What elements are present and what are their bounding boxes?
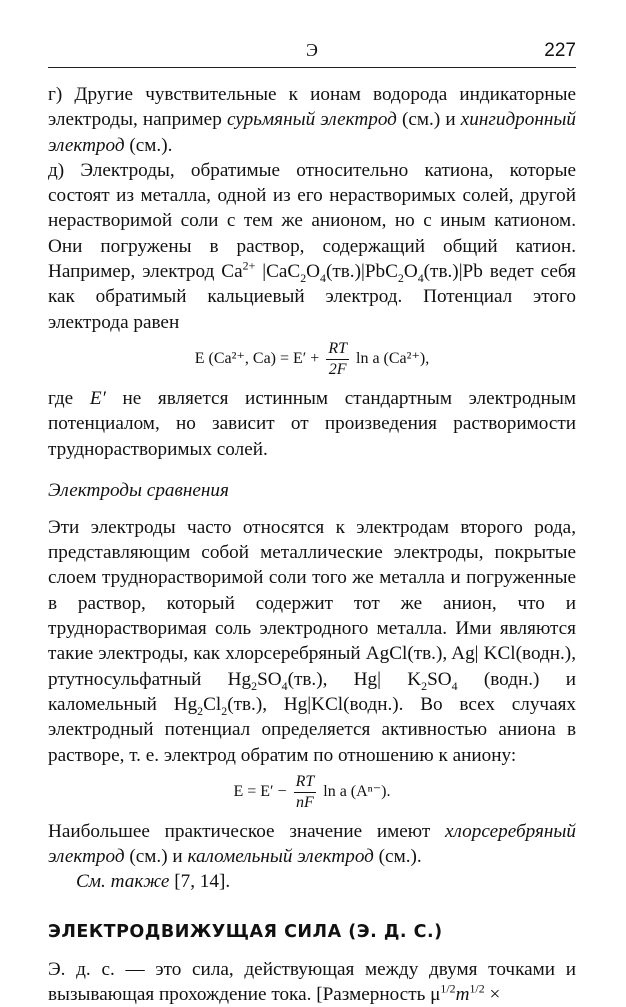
- text-run: Cl: [203, 693, 222, 715]
- text-run: Э. д. с. — это сила, действующая между двумя точками и вызывающая прохождение тока. [Размерность μ: [48, 958, 576, 1006]
- paragraph-emf-definition: [48, 957, 576, 1007]
- subscript: 4: [417, 270, 424, 285]
- superscript: 1/2: [469, 981, 485, 996]
- text-run: (тв.), Hg| K: [287, 668, 422, 690]
- formula-right: ln a (Ca²⁺),: [356, 350, 430, 368]
- subscript: 2: [421, 678, 428, 693]
- page-body: [48, 82, 576, 1007]
- paragraph-indicator-electrodes: [48, 82, 576, 158]
- subscript: 4: [281, 678, 288, 693]
- subscript: 4: [320, 270, 326, 285]
- paragraph-where-e-prime: [48, 386, 576, 462]
- text-run: Эти электроды часто относятся к электродам второго рода, представляющим собой металлические электроды, покрытые слоем труднорастворимой соли того же металла и погруженные в раствор, который содержит тот же анион, что и труднорастворимая соль электродного металла. Ими являются такие электроды, как хлорсеребряный AgCl(тв.), Ag| KCl(водн.), ртутносульфатный Hg: [48, 516, 576, 690]
- subscript: 2: [197, 703, 204, 718]
- term-link: хлорсеребряный электрод: [48, 820, 576, 868]
- formula-fraction: [326, 339, 349, 380]
- text-run: |CaC: [255, 261, 301, 283]
- section-letter: Э: [306, 40, 318, 60]
- symbol-e-prime: E′: [89, 387, 106, 409]
- term-link: каломельный электрод: [187, 846, 374, 868]
- subscript: 2: [251, 678, 258, 693]
- subscript: 2: [300, 270, 307, 285]
- fraction-numerator: RT: [294, 772, 317, 793]
- text-run: (тв.), Hg|KCl(водн.). Во всех случаях электродный потенциал определяется активностью аниона в растворе, т. е. электрод обратим по отношению к аниону:: [48, 693, 577, 766]
- see-also-refs: [7, 14].: [169, 871, 231, 893]
- paragraph-practical-value: [48, 819, 576, 870]
- text-run: не является истинным стандартным электродным потенциалом, но зависит от произведения растворимости труднорастворимых солей.: [48, 387, 576, 460]
- formula-anion-potential: [48, 772, 576, 813]
- page-number: 227: [544, 40, 576, 61]
- text-run: Наибольшее практическое значение имеют: [48, 820, 446, 842]
- text-run: SO: [427, 668, 452, 690]
- running-header: [48, 40, 576, 64]
- term-link: сурьмяный электрод: [226, 109, 397, 131]
- text-run: г) Другие чувствительные к ионам водорода индикаторные электроды, например: [48, 84, 576, 131]
- text-run: (тв.)|PbC: [325, 261, 398, 283]
- symbol-m: m: [455, 984, 470, 1006]
- superscript: 2+: [242, 258, 256, 273]
- subsection-title: Электроды сравнения: [48, 479, 229, 501]
- text-run: O: [403, 261, 418, 283]
- formula-fraction: [294, 772, 317, 813]
- subscript: 2: [397, 270, 404, 285]
- formula-left: E (Ca²⁺, Ca) = E′ +: [194, 350, 320, 368]
- fraction-denominator: 2F: [328, 360, 347, 378]
- text-run: (тв.)|Pb ведет себя как обратимый кальциевый электрод. Потенциал этого электрода равен: [48, 261, 576, 333]
- see-also-label: См. также: [76, 871, 170, 893]
- text-run: O: [306, 261, 321, 283]
- text-run: ×: [484, 984, 501, 1006]
- paragraph-reference-electrodes: [48, 515, 576, 768]
- term-link: хингидронный электрод: [48, 109, 576, 156]
- fraction-numerator: RT: [326, 339, 349, 360]
- paragraph-cation-electrodes: [48, 158, 576, 335]
- text-run: (см.) и: [124, 846, 188, 868]
- text-run: (см.).: [373, 846, 422, 868]
- header-rule: [48, 67, 576, 68]
- text-run: SO: [257, 668, 282, 690]
- see-also: [48, 869, 576, 894]
- text-run: (см.) и: [396, 109, 461, 131]
- subscript: 4: [451, 678, 458, 693]
- fraction-denominator: nF: [296, 793, 314, 811]
- formula-calcium-potential: [48, 339, 576, 380]
- text-run: где: [48, 387, 90, 409]
- article-heading: ЭЛЕКТРОДВИЖУЩАЯ СИЛА (Э. Д. С.): [48, 921, 443, 942]
- text-run: (водн.) и каломельный Hg: [48, 668, 576, 715]
- text-run: (см.).: [124, 134, 173, 156]
- formula-left: E = E′ −: [233, 783, 287, 800]
- formula-right: ln a (Aⁿ⁻).: [323, 783, 391, 800]
- superscript: 1/2: [440, 981, 456, 996]
- text-run: д) Электроды, обратимые относительно катиона, которые состоят из металла, одной из его нерастворимых солей, другой нерастворимой соли с тем же анионом, но с иным катионом. Они погружены в раствор, содержащий общий катион. Например, электрод Ca: [48, 159, 576, 283]
- subscript: 2: [221, 703, 228, 718]
